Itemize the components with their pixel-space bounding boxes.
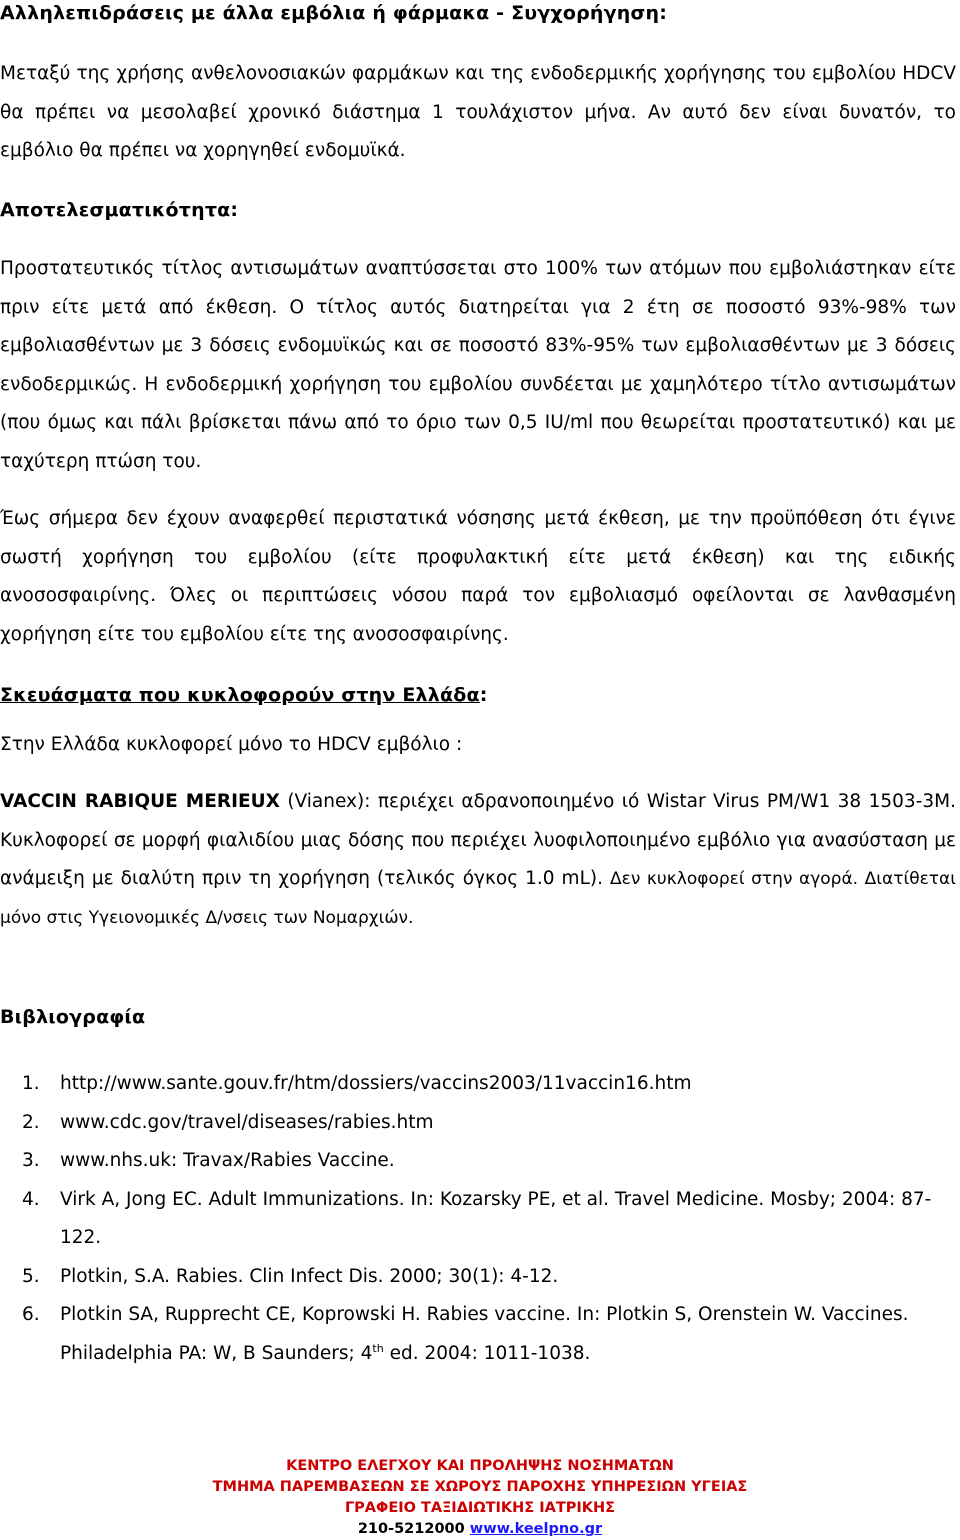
products-heading [0, 682, 956, 708]
products-heading-text: Σκευάσματα που κυκλοφορούν στην Ελλάδα [0, 684, 480, 706]
product-paragraph [0, 783, 956, 937]
reference-text-end: ed. 2004: 1011-1038. [383, 1342, 591, 1364]
footer-office: ΓΡΑΦΕΙΟ ΤΑΞΙΔΙΩΤΙΚΗΣ ΙΑΤΡΙΚΗΣ [344, 1500, 616, 1516]
footer-contact [0, 1519, 960, 1540]
products-intro: Στην Ελλάδα κυκλοφορεί μόνο το HDCV εμβόλιο : [0, 734, 463, 755]
footer-website-link[interactable]: www.keelpno.gr [469, 1521, 603, 1537]
reference-superscript: th [372, 1341, 384, 1355]
list-item [22, 1296, 956, 1373]
reference-number: 4. [22, 1188, 40, 1210]
products-heading-colon: : [479, 684, 488, 706]
list-item [22, 1065, 956, 1104]
reference-text: http://www.sante.gouv.fr/htm/dossiers/vaccins2003/11vaccin16.htm [60, 1073, 692, 1094]
efficacy-paragraph: Προστατευτικός τίτλος αντισωμάτων αναπτύσσεται στο 100% των ατόμων που εμβολιάστηκαν είτε πριν είτε μετά από έκθεση. Ο τίτλος αυτός διατηρείται για 2 έτη σε ποσοστό 93%-98% των εμβολιασθέντων με 3 δόσεις ενδομυϊκώς και σε ποσοστό 83%-95% των εμβολιασθέντων με 3 δόσεις ενδοδερμικώς. Η ενδοδερμική χορήγηση του εμβολίου συνδέεται με χαμηλότερο τίτλο αντισωμάτων (που όμως και πάλι βρίσκεται πάνω από το όριο των 0,5 IU/ml που θεωρείται προστατευτικό) και με ταχύτερη πτώση του. [0, 258, 956, 472]
footer-organization: ΚΕΝΤΡΟ ΕΛΕΓΧΟΥ ΚΑΙ ΠΡΟΛΗΨΗΣ ΝΟΣΗΜΑΤΩΝ [286, 1458, 674, 1474]
interactions-heading: Αλληλεπιδράσεις με άλλα εμβόλια ή φάρμακα - Συγχορήγηση: [0, 2, 668, 24]
bibliography-list [22, 1065, 956, 1373]
list-item [22, 1104, 956, 1143]
footer-phone: 210-5212000 [357, 1521, 465, 1537]
list-item [22, 1181, 956, 1258]
reference-number: 5. [22, 1265, 40, 1287]
list-item [22, 1142, 956, 1181]
reference-text: Plotkin, S.A. Rabies. Clin Infect Dis. 2000; 30(1): 4-12. [60, 1265, 559, 1287]
efficacy-paragraph-2: Έως σήμερα δεν έχουν αναφερθεί περιστατικά νόσησης μετά έκθεση, με την προϋπόθεση ότι έγινε σωστή χορήγηση του εμβολίου (είτε προφυλακτική είτε μετά έκθεση) και της ειδικής ανοσοσφαιρίνης. Όλες οι περιπτώσεις νόσου παρά τον εμβολιασμό οφείλονται σε λανθασμένη χορήγηση είτε του εμβολίου είτε της ανοσοσφαιρίνης. [0, 508, 956, 645]
list-item [22, 1258, 956, 1297]
product-description: (Vianex): περιέχει αδρανοποιημένο ιό Wistar Virus PM/W1 38 1503-3M. Κυκλοφορεί σε μορφή φιαλιδίου μιας δόσης που περιέχει λυοφιλοποιημένο εμβόλιο για ανασύσταση με ανάμειξη με διαλύτη πριν τη χορήγηση (τελικός όγκος 1.0 mL). [0, 791, 956, 889]
reference-text: www.nhs.uk: Travax/Rabies Vaccine. [60, 1150, 395, 1171]
efficacy-heading: Αποτελεσματικότητα: [0, 199, 239, 221]
reference-number: 3. [22, 1150, 40, 1171]
product-availability: Δεν κυκλοφορεί στην αγορά. Διατίθεται μόνο στις Υγειονομικές Δ/νσεις των Νομαρχιών. [0, 869, 956, 928]
footer-department: ΤΜΗΜΑ ΠΑΡΕΜΒΑΣΕΩΝ ΣΕ ΧΩΡΟΥΣ ΠΑΡΟΧΗΣ ΥΠΗΡΕΣΙΩΝ ΥΓΕΙΑΣ [212, 1479, 748, 1495]
bibliography-heading: Βιβλιογραφία [0, 1006, 146, 1028]
product-name: VACCIN RABIQUE MERIEUX [0, 791, 280, 812]
interactions-paragraph: Μεταξύ της χρήσης ανθελονοσιακών φαρμάκων και της ενδοδερμικής χορήγησης του εμβολίου HDCV θα πρέπει να μεσολαβεί χρονικό διάστημα 1 τουλάχιστον μήνα. Αν αυτό δεν είναι δυνατόν, το εμβόλιο θα πρέπει να χορηγηθεί ενδομυϊκά. [0, 63, 956, 161]
reference-number: 6. [22, 1304, 40, 1325]
reference-text: www.cdc.gov/travel/diseases/rabies.htm [60, 1111, 434, 1133]
reference-text: Plotkin SA, Rupprecht CE, Koprowski H. Rabies vaccine. In: Plotkin S, Orenstein W. Vaccines. Philadelphia PA: W, B Saunders; 4 [60, 1304, 909, 1364]
reference-number: 1. [22, 1073, 40, 1094]
reference-text: Virk A, Jong EC. Adult Immunizations. In: Kozarsky PE, et al. Travel Medicine. Mosby; 2004: 87-122. [60, 1188, 932, 1248]
reference-number: 2. [22, 1111, 40, 1133]
footer [0, 1456, 960, 1540]
